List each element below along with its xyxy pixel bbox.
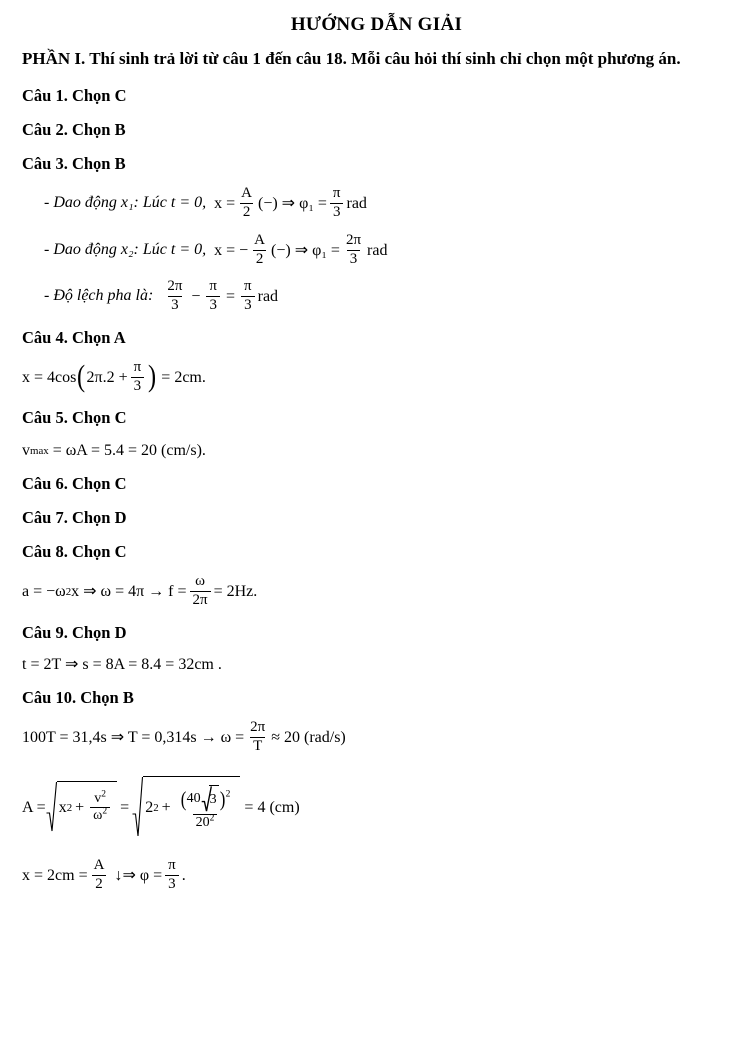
- q10-line3-fraction: [91, 858, 108, 893]
- q10-inner-open-paren: (: [180, 786, 186, 811]
- q10-line3-denominator: 2: [92, 875, 106, 893]
- q10-line2-inner-fraction: [177, 785, 234, 830]
- q4-inner-denominator: 3: [131, 377, 145, 395]
- q10-line2-inner-denominator: [193, 814, 218, 831]
- q10-sqrt1-body: x 2 + $\frac{v^2}{\omega^2}$: [57, 781, 117, 833]
- q4-inner-fraction: [131, 360, 145, 395]
- q3-line2-phi-numerator: 2π: [345, 231, 362, 248]
- q4-open-paren: (: [77, 359, 86, 394]
- q10-v-exp: 2: [101, 789, 107, 800]
- q10-inner-exp: 2: [225, 789, 231, 800]
- q10-line3-numerator: A: [93, 857, 105, 874]
- q3-line1-label: - Dao động x₁: Lúc t = 0,: [44, 194, 207, 212]
- q4-period: .: [201, 368, 206, 386]
- q8-fraction: [190, 574, 211, 609]
- q3-line1-phi-denominator: 3: [330, 203, 344, 221]
- q10-den-value: 20: [195, 814, 210, 830]
- q3-line3-f1-denominator: 3: [168, 296, 182, 314]
- q3-line3-fraction-1: [164, 279, 185, 314]
- q3-line1-phi-numerator: π: [332, 185, 341, 202]
- q10-line3-phi-fraction: [165, 858, 179, 893]
- q4-rhs: = 2cm: [161, 368, 202, 386]
- q3-line2-unit: rad: [367, 241, 388, 259]
- q3-line1-numerator: A: [241, 185, 252, 202]
- q10-line2-x: x: [58, 799, 67, 817]
- question-heading-8: Câu 8. Chọn C: [22, 542, 127, 562]
- q8-part-c: = 2Hz: [213, 582, 254, 600]
- q3-line2-label: - Dao động x₂: Lúc t = 0,: [44, 240, 207, 258]
- q10-line2-result: = 4: [244, 798, 266, 816]
- q3-line3-math: [161, 279, 278, 314]
- q8-denominator: 2π: [190, 591, 211, 609]
- q3-line-3: [44, 279, 731, 314]
- q3-line2-math: [214, 233, 387, 268]
- q10-line2-plus: +: [75, 799, 85, 817]
- question-heading-7: Câu 7. Chọn D: [22, 508, 127, 528]
- question-heading-6: Câu 6. Chọn C: [22, 474, 127, 494]
- q3-line1-phi-fraction: [330, 186, 344, 221]
- q3-line1-unit: rad: [346, 195, 367, 212]
- radical-sign-icon-3: [201, 785, 209, 813]
- q5-body: = ωA = 5.4 = 20: [52, 442, 158, 460]
- q10-line2-w-denominator: [90, 807, 110, 824]
- q9-equation: t = 2T ⇒ s = 8A = 8.4 = 32cm .: [22, 655, 222, 673]
- q10-sqrt-2: [132, 776, 240, 838]
- q10-inner-coefficient: 40: [186, 791, 201, 807]
- question-heading-5: Câu 5. Chọn C: [22, 408, 127, 428]
- q4-inner-numerator: π: [133, 358, 142, 375]
- q3-line1-denominator: 2: [240, 203, 254, 221]
- q10-line1-denominator: T: [250, 737, 265, 755]
- q8-part-b: x ⇒ ω = 4π → f =: [71, 582, 187, 600]
- q10-line2-two: 2: [145, 799, 154, 817]
- q3-line2-fraction: [251, 233, 268, 268]
- q10-line2-inner-numerator: [177, 785, 234, 814]
- q3-line1-sign: (−) ⇒ φ₁ =: [258, 195, 327, 212]
- q10-line-1: [22, 720, 731, 755]
- q3-line3-f2-numerator: π: [209, 278, 217, 295]
- q10-v-symbol: v: [94, 790, 102, 806]
- q3-line2-denominator: 2: [253, 250, 267, 268]
- q4-inner-prefix: 2π.2 +: [86, 368, 128, 386]
- q3-line3-fraction-2: [206, 279, 220, 314]
- part-heading: PHẦN I. Thí sinh trả lời từ câu 1 đến câu 18. Mỗi câu hỏi thí sinh chỉ chọn một phương án.: [22, 49, 681, 68]
- q3-line3-f3-numerator: π: [244, 278, 252, 295]
- q10-line3-math: [22, 858, 186, 893]
- q10-line2-math: [22, 776, 300, 838]
- q10-inner-sqrt: [201, 785, 219, 813]
- radical-sign-icon: [46, 781, 57, 833]
- q8-numerator: ω: [195, 573, 205, 590]
- q4-close-paren: ): [148, 359, 157, 394]
- q10-line-3: [22, 858, 731, 893]
- question-heading-4: Câu 4. Chọn A: [22, 327, 126, 347]
- question-heading-9: Câu 9. Chọn D: [22, 622, 127, 642]
- q10-line2-plus2: +: [161, 799, 171, 817]
- q10-line-2: [22, 776, 731, 838]
- q3-line3-f1-numerator: 2π: [167, 278, 183, 295]
- q10-line2-v-numerator: [91, 789, 109, 808]
- q10-line3-arrow: ↓⇒ φ =: [114, 867, 163, 885]
- page-title: HƯỚNG DẪN GIẢI: [290, 14, 463, 35]
- q10-line2-lhs: A =: [22, 798, 46, 816]
- q10-w-symbol: ω: [93, 808, 103, 824]
- question-heading-2: Câu 2. Chọn B: [22, 120, 126, 140]
- q3-line1-fraction: [238, 186, 255, 221]
- q3-line1-math: [214, 186, 367, 221]
- q10-line1-math: [22, 720, 346, 755]
- q8-equation: [22, 574, 731, 609]
- question-heading-1: Câu 1. Chọn C: [22, 86, 127, 106]
- q3-line3-fraction-3: [241, 279, 255, 314]
- q3-line2-phi-fraction: [343, 233, 364, 268]
- q3-line2-x: x = −: [214, 241, 249, 259]
- q10-line1-a: 100T = 31,4s ⇒ T = 0,314s → ω =: [22, 728, 245, 746]
- q4-equation: [22, 360, 731, 395]
- q10-line3-phi-numerator: π: [168, 857, 176, 874]
- q10-sqrt2-body: 2 2 + (40 3 )$^2$ $20^2$: [143, 776, 240, 838]
- q5-unit: (cm/s).: [161, 442, 206, 460]
- radical-sign-icon-2: [132, 776, 143, 838]
- q8-period: .: [253, 582, 258, 600]
- q10-line3-a: x = 2cm =: [22, 867, 88, 885]
- q3-line-1: [44, 186, 731, 221]
- q8-part-a: a = −ω: [22, 582, 66, 600]
- q10-line1-fraction: [247, 720, 268, 755]
- q4-lhs: x = 4cos: [22, 368, 77, 386]
- q3-line2-phi-denominator: 3: [347, 250, 361, 268]
- q10-line2-unit: (cm): [269, 798, 300, 816]
- q10-line1-unit: (rad/s): [304, 728, 346, 746]
- q3-line3-minus: −: [191, 288, 201, 305]
- q5-equation: [22, 440, 731, 460]
- q3-line2-sign: (−) ⇒ φ₁ =: [271, 241, 340, 259]
- question-heading-10: Câu 10. Chọn B: [22, 687, 134, 707]
- q4-math: [22, 360, 206, 395]
- q10-line1-numerator: 2π: [250, 718, 266, 735]
- q10-sqrt-1: [46, 781, 117, 833]
- q10-inner-close-paren: ): [219, 786, 225, 811]
- q3-line3-f3-denominator: 3: [241, 296, 255, 314]
- q3-line3-unit: rad: [257, 288, 279, 305]
- q10-line3-phi-denominator: 3: [165, 875, 179, 893]
- q10-line1-b: ≈ 20: [271, 728, 300, 746]
- q3-line-2: [44, 233, 731, 268]
- q3-line3-f2-denominator: 3: [206, 296, 220, 314]
- q5-symbol: v: [22, 442, 30, 460]
- q10-den-exp: 2: [209, 813, 215, 824]
- q10-line2-equals: =: [120, 798, 130, 816]
- q8-math: a = −ω 2 x ⇒ ω = 4π → f = $\frac{\omega}{2\pi}$ = 2Hz .: [22, 573, 258, 609]
- q10-w-exp: 2: [102, 806, 108, 817]
- q10-line2-v-over-w: [90, 789, 110, 824]
- q3-line3-label: - Độ lệch pha là:: [44, 287, 154, 305]
- q5-math: v max = ωA = 5.4 = 20 (cm/s).: [22, 442, 206, 460]
- q3-line1-x: x =: [214, 195, 236, 212]
- q3-line3-equals: =: [226, 288, 236, 305]
- q10-line3-end: .: [181, 867, 186, 885]
- q3-line2-numerator: A: [254, 231, 266, 248]
- q10-inner-sqrt-body: 3: [209, 785, 219, 813]
- question-heading-3: Câu 3. Chọn B: [22, 154, 126, 174]
